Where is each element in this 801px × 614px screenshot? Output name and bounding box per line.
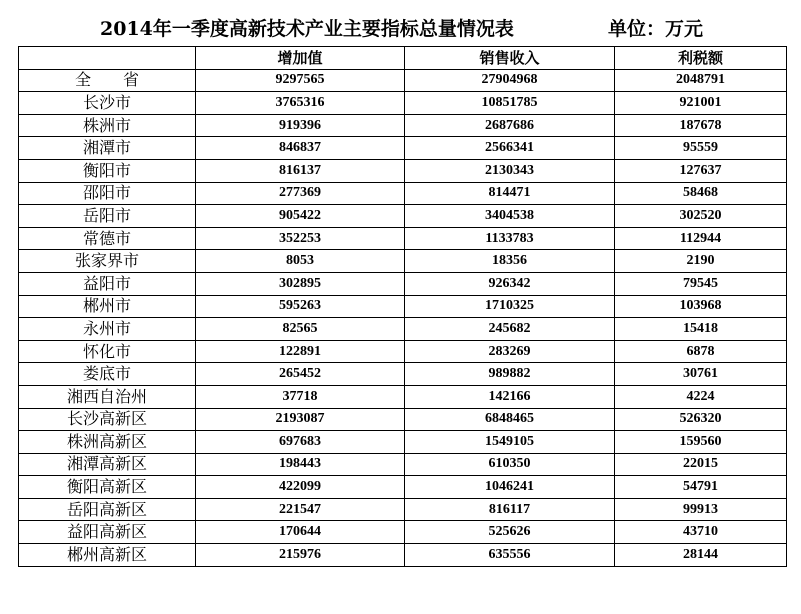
profit-tax-cell: 43710 bbox=[615, 521, 787, 544]
value-added-cell: 905422 bbox=[196, 205, 405, 228]
table-row bbox=[19, 318, 787, 341]
sales-revenue-cell: 1549105 bbox=[405, 431, 615, 454]
profit-tax-cell: 526320 bbox=[615, 408, 787, 431]
region-cell: 长沙市 bbox=[19, 92, 196, 115]
value-added-cell: 277369 bbox=[196, 182, 405, 205]
table-row bbox=[19, 476, 787, 499]
region-cell: 株洲市 bbox=[19, 114, 196, 137]
region-cell: 怀化市 bbox=[19, 340, 196, 363]
value-added-cell: 265452 bbox=[196, 363, 405, 386]
profit-tax-cell: 54791 bbox=[615, 476, 787, 499]
table-row bbox=[19, 159, 787, 182]
value-added-cell: 422099 bbox=[196, 476, 405, 499]
title-row bbox=[0, 14, 801, 44]
profit-tax-cell: 28144 bbox=[615, 544, 787, 567]
unit-label: 单位：万元 bbox=[608, 18, 704, 40]
profit-tax-cell: 15418 bbox=[615, 318, 787, 341]
value-added-cell: 595263 bbox=[196, 295, 405, 318]
table-row bbox=[19, 385, 787, 408]
profit-tax-cell: 99913 bbox=[615, 498, 787, 521]
value-added-cell: 198443 bbox=[196, 453, 405, 476]
value-added-cell: 170644 bbox=[196, 521, 405, 544]
sales-revenue-cell: 2566341 bbox=[405, 137, 615, 160]
profit-tax-cell: 302520 bbox=[615, 205, 787, 228]
profit-tax-cell: 58468 bbox=[615, 182, 787, 205]
profit-tax-cell: 2048791 bbox=[615, 69, 787, 92]
region-cell: 常德市 bbox=[19, 227, 196, 250]
sales-revenue-cell: 1046241 bbox=[405, 476, 615, 499]
sales-revenue-cell: 3404538 bbox=[405, 205, 615, 228]
sales-revenue-cell: 610350 bbox=[405, 453, 615, 476]
profit-tax-cell: 22015 bbox=[615, 453, 787, 476]
table-row bbox=[19, 521, 787, 544]
sales-revenue-cell: 10851785 bbox=[405, 92, 615, 115]
table-row bbox=[19, 250, 787, 273]
region-cell: 岳阳高新区 bbox=[19, 498, 196, 521]
value-added-cell: 846837 bbox=[196, 137, 405, 160]
region-cell: 邵阳市 bbox=[19, 182, 196, 205]
table-row bbox=[19, 272, 787, 295]
table-row bbox=[19, 408, 787, 431]
table-row bbox=[19, 295, 787, 318]
region-cell: 湘潭市 bbox=[19, 137, 196, 160]
value-added-cell: 2193087 bbox=[196, 408, 405, 431]
region-cell: 郴州高新区 bbox=[19, 544, 196, 567]
table-row bbox=[19, 453, 787, 476]
header-region bbox=[19, 47, 196, 70]
header-profit-tax: 利税额 bbox=[615, 47, 787, 70]
sales-revenue-cell: 245682 bbox=[405, 318, 615, 341]
profit-tax-cell: 2190 bbox=[615, 250, 787, 273]
region-cell: 衡阳市 bbox=[19, 159, 196, 182]
profit-tax-cell: 112944 bbox=[615, 227, 787, 250]
profit-tax-cell: 127637 bbox=[615, 159, 787, 182]
region-cell: 株洲高新区 bbox=[19, 431, 196, 454]
table-body bbox=[19, 69, 787, 566]
region-cell: 益阳市 bbox=[19, 272, 196, 295]
table-row bbox=[19, 92, 787, 115]
sales-revenue-cell: 816117 bbox=[405, 498, 615, 521]
sales-revenue-cell: 635556 bbox=[405, 544, 615, 567]
region-cell: 张家界市 bbox=[19, 250, 196, 273]
value-added-cell: 82565 bbox=[196, 318, 405, 341]
sales-revenue-cell: 27904968 bbox=[405, 69, 615, 92]
table-row bbox=[19, 69, 787, 92]
sales-revenue-cell: 6848465 bbox=[405, 408, 615, 431]
value-added-cell: 697683 bbox=[196, 431, 405, 454]
profit-tax-cell: 103968 bbox=[615, 295, 787, 318]
profit-tax-cell: 6878 bbox=[615, 340, 787, 363]
value-added-cell: 8053 bbox=[196, 250, 405, 273]
sales-revenue-cell: 142166 bbox=[405, 385, 615, 408]
table-title: 2014年一季度高新技术产业主要指标总量情况表 bbox=[100, 18, 514, 40]
table-row bbox=[19, 205, 787, 228]
sales-revenue-cell: 525626 bbox=[405, 521, 615, 544]
region-cell: 娄底市 bbox=[19, 363, 196, 386]
sales-revenue-cell: 1710325 bbox=[405, 295, 615, 318]
region-cell: 衡阳高新区 bbox=[19, 476, 196, 499]
header-sales-revenue: 销售收入 bbox=[405, 47, 615, 70]
value-added-cell: 122891 bbox=[196, 340, 405, 363]
profit-tax-cell: 921001 bbox=[615, 92, 787, 115]
table-row bbox=[19, 182, 787, 205]
profit-tax-cell: 4224 bbox=[615, 385, 787, 408]
sales-revenue-cell: 283269 bbox=[405, 340, 615, 363]
profit-tax-cell: 95559 bbox=[615, 137, 787, 160]
value-added-cell: 9297565 bbox=[196, 69, 405, 92]
table-row bbox=[19, 340, 787, 363]
region-cell: 永州市 bbox=[19, 318, 196, 341]
region-cell: 长沙高新区 bbox=[19, 408, 196, 431]
table-row bbox=[19, 498, 787, 521]
region-cell: 湘潭高新区 bbox=[19, 453, 196, 476]
value-added-cell: 352253 bbox=[196, 227, 405, 250]
region-cell: 益阳高新区 bbox=[19, 521, 196, 544]
table-row bbox=[19, 363, 787, 386]
value-added-cell: 816137 bbox=[196, 159, 405, 182]
table-row bbox=[19, 544, 787, 567]
profit-tax-cell: 30761 bbox=[615, 363, 787, 386]
value-added-cell: 215976 bbox=[196, 544, 405, 567]
table-row bbox=[19, 227, 787, 250]
region-cell: 全 省 bbox=[19, 69, 196, 92]
sales-revenue-cell: 2687686 bbox=[405, 114, 615, 137]
table-row bbox=[19, 114, 787, 137]
header-row bbox=[19, 47, 787, 70]
indicator-table bbox=[18, 46, 787, 567]
table-row bbox=[19, 431, 787, 454]
region-cell: 郴州市 bbox=[19, 295, 196, 318]
sales-revenue-cell: 18356 bbox=[405, 250, 615, 273]
value-added-cell: 302895 bbox=[196, 272, 405, 295]
sales-revenue-cell: 926342 bbox=[405, 272, 615, 295]
sales-revenue-cell: 1133783 bbox=[405, 227, 615, 250]
header-value-added: 增加值 bbox=[196, 47, 405, 70]
sales-revenue-cell: 989882 bbox=[405, 363, 615, 386]
value-added-cell: 919396 bbox=[196, 114, 405, 137]
value-added-cell: 3765316 bbox=[196, 92, 405, 115]
region-cell: 湘西自治州 bbox=[19, 385, 196, 408]
profit-tax-cell: 159560 bbox=[615, 431, 787, 454]
sales-revenue-cell: 2130343 bbox=[405, 159, 615, 182]
profit-tax-cell: 79545 bbox=[615, 272, 787, 295]
sales-revenue-cell: 814471 bbox=[405, 182, 615, 205]
value-added-cell: 221547 bbox=[196, 498, 405, 521]
region-cell: 岳阳市 bbox=[19, 205, 196, 228]
profit-tax-cell: 187678 bbox=[615, 114, 787, 137]
table-row bbox=[19, 137, 787, 160]
value-added-cell: 37718 bbox=[196, 385, 405, 408]
